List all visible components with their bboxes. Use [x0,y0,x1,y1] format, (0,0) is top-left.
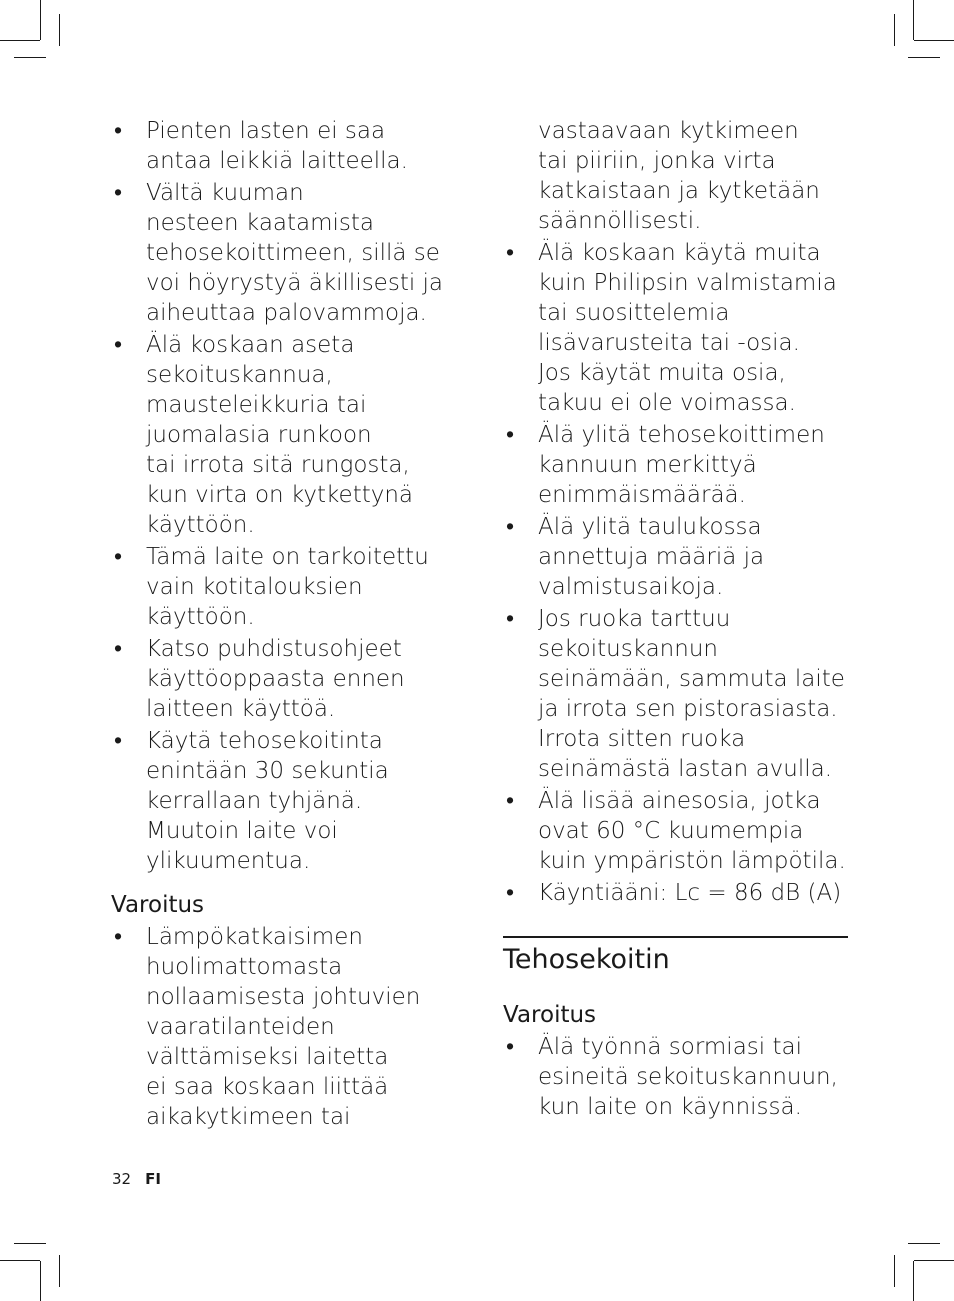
right-column [503,116,848,1124]
bullet-icon: • [505,880,515,906]
page-number: 32 [112,1170,132,1188]
list-item-text: Katso puhdistusohjeet käyttöoppaasta ennen laitteen käyttöä. [146,636,405,722]
bullet-icon: • [113,636,123,662]
crop-mark [59,14,60,46]
list-item [503,512,848,602]
bullet-icon: • [505,514,515,540]
bullet-icon: • [505,788,515,814]
list-item [111,542,446,632]
warning-heading: Varoitus [503,1002,597,1028]
list-item-text: Älä koskaan käytä muita kuin Philipsin valmistamia tai suosittelemia lisävarusteita tai -osia. Jos käytät muita osia, takuu ei ole voimassa. [538,240,837,416]
crop-mark [908,57,940,58]
list-item [111,178,446,328]
list-item [111,116,446,176]
safety-list [503,238,848,908]
crop-mark [908,1243,940,1244]
list-item [503,1032,848,1122]
list-item-text: Jos ruoka tarttuu sekoituskannun seinämään, sammuta laite ja irrota sen pistorasiasta. Irrota sitten ruoka seinämästä lastan avulla. [538,606,845,782]
warning-list [111,922,446,1132]
bullet-icon: • [113,924,123,950]
bullet-icon: • [113,544,123,570]
list-item [503,238,848,418]
left-column [111,116,446,1134]
warning-list [503,1032,848,1122]
continued-text: vastaavaan kytkimeen tai piiriin, jonka virta katkaistaan ja kytketään säännöllisesti. [538,118,820,234]
list-item-text: Lämpökatkaisimen huolimattomasta nollaamisesta johtuvien vaaratilanteiden välttämiseksi laitetta ei saa koskaan liittää aikakytkimeen tai [146,924,421,1130]
list-item [503,786,848,876]
safety-list [111,116,446,876]
crop-mark [894,14,895,46]
list-item-text: Tämä laite on tarkoitettu vain kotitalouksien käyttöön. [146,544,429,630]
crop-mark [913,0,914,40]
list-item-text: Pienten lasten ei saa antaa leikkiä laitteella. [146,118,408,174]
crop-mark [59,1255,60,1287]
crop-mark [40,0,41,40]
list-item-text: Älä lisää ainesosia, jotka ovat 60 °C kuumempia kuin ympäristön lämpötila. [538,788,846,874]
page-footer [112,1170,161,1188]
bullet-icon: • [113,728,123,754]
bullet-icon: • [505,240,515,266]
list-item [503,420,848,510]
bullet-icon: • [505,606,515,632]
crop-mark [914,1260,954,1261]
bullet-icon: • [113,180,123,206]
list-item [111,330,446,540]
list-item-text: Älä työnnä sormiasi tai esineitä sekoituskannuun, kun laite on käynnissä. [538,1034,838,1120]
crop-mark [0,1260,40,1261]
warning-heading: Varoitus [111,892,205,918]
list-item-text: Käytä tehosekoitinta enintään 30 sekuntia kerrallaan tyhjänä. Muutoin laite voi ylikuumentua. [146,728,389,874]
bullet-icon: • [113,118,123,144]
crop-mark [894,1255,895,1287]
list-item-text: Älä ylitä tehosekoittimen kannuun merkittyä enimmäismäärää. [538,422,825,508]
list-item [111,634,446,724]
section-divider [503,936,848,938]
crop-mark [14,1243,46,1244]
crop-mark [0,40,40,41]
bullet-icon: • [505,1034,515,1060]
crop-mark [914,40,954,41]
section-title: Tehosekoitin [503,944,670,975]
language-code: FI [145,1170,161,1188]
list-item [111,922,446,1132]
crop-mark [913,1261,914,1301]
list-item-text: Älä koskaan aseta sekoituskannua, mausteleikkuria tai juomalasia runkoon tai irrota sitä rungosta, kun virta on kytkettynä käyttöön. [146,332,414,538]
list-item-text: Käyntiääni: Lc = 86 dB (A) [538,880,842,906]
bullet-icon: • [113,332,123,358]
list-item [111,726,446,876]
bullet-icon: • [505,422,515,448]
crop-mark [14,57,46,58]
list-item [503,878,848,908]
list-item-text: Vältä kuuman nesteen kaatamista tehosekoittimeen, sillä se voi höyrystyä äkillisesti ja aiheuttaa palovammoja. [146,180,444,326]
list-item-text: Älä ylitä taulukossa annettuja määriä ja valmistusaikoja. [538,514,765,600]
list-item [503,604,848,784]
crop-mark [40,1261,41,1301]
